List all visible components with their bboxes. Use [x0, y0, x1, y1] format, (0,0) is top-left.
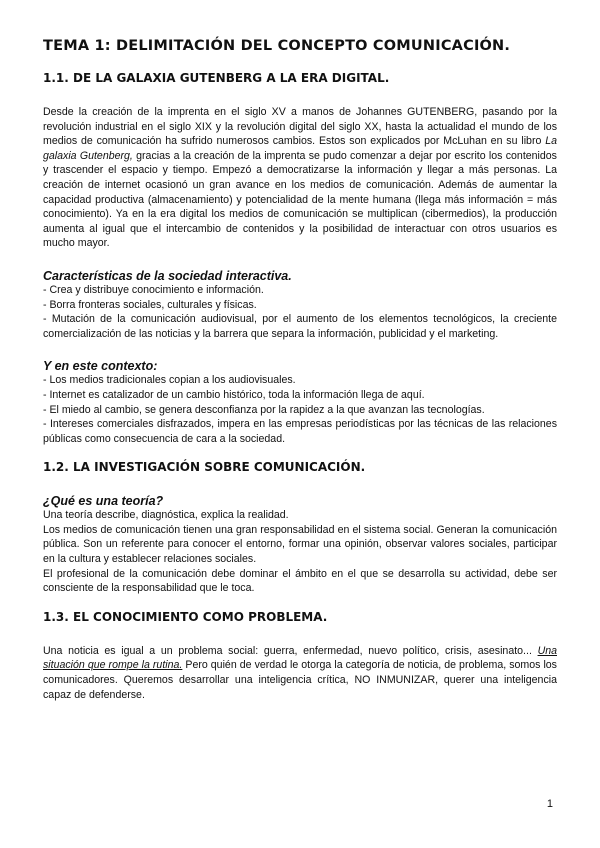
list-item: - Mutación de la comunicación audiovisual, por el aumento de los elementos tecnológicos, la creciente comercialización de las noticias y la barrera que separa la información, publicidad y el marketing. [43, 313, 557, 340]
list-item: - Intereses comerciales disfrazados, impera en las empresas periodísticas por las técnicas de las relaciones públicas como consecuencia de cara a la sociedad. [43, 418, 557, 445]
paragraph-gutenberg: Desde la creación de la imprenta en el siglo XV a manos de Johannes GUTENBERG, pasando por la revolución industrial en el siglo XIX y la revolución digital del siglo XX, hasta la actualidad el mundo de los medios de comunicación ha sufrido numerosos cambios. Estos son explicados por McLuhan en su libro La galaxia Gutenberg, gracias a la creación de la imprenta se pudo comenzar a dejar por escrito los contenidos y trascender el espacio y tiempo. Empezó a democratizarse la información y llegar a más personas. La creación de internet ocasionó un gran avance en los medios de comunicación. Además de aumentar la capacidad productiva (almacenamiento) y potencialidad de la mente humana (llega más información = más conocimiento). Ya en la era digital los medios de comunicación se multiplican (cibermedios), la producción aumenta al igual que el intercambio de contenidos y la posibilidad de interactuar con otros usuarios es mucho mayor. [43, 106, 557, 250]
section-heading-1-2: 1.2. LA INVESTIGACIÓN SOBRE COMUNICACIÓN. [43, 460, 366, 475]
underlined-phrase: Una situación que rompe la rutina. [43, 644, 557, 672]
paragraph-noticia: Una noticia es igual a un problema social: guerra, enfermedad, nuevo político, crisis, asesinato... Una situación que rompe la rutina. Pero quién de verdad le otorga la categoría de noticia, de problema, somos los comunicadores. Queremos desarrollar una inteligencia crítica, NO INMUNIZAR, querer una inteligencia capaz de defenderse. [43, 644, 557, 701]
document-title: TEMA 1: DELIMITACIÓN DEL CONCEPTO COMUNICACIÓN. [43, 38, 511, 54]
subheading-contexto: Y en este contexto: [43, 359, 158, 374]
list-item: - El miedo al cambio, se genera desconfianza por la rapidez a la que avanzan las tecnologías. [43, 403, 485, 416]
section-heading-1-1: 1.1. DE LA GALAXIA GUTENBERG A LA ERA DIGITAL. [43, 71, 390, 85]
list-item: - Crea y distribuye conocimiento e información. [43, 283, 264, 296]
list-item: - Internet es catalizador de un cambio histórico, toda la información llega de aquí. [43, 388, 425, 401]
subheading-caracteristicas: Características de la sociedad interactiva. [43, 268, 292, 283]
list-item: - Borra fronteras sociales, culturales y físicas. [43, 298, 257, 311]
section-heading-1-3: 1.3. EL CONOCIMIENTO COMO PROBLEMA. [43, 609, 328, 624]
subheading-teoria: ¿Qué es una teoría? [43, 494, 164, 509]
paragraph-profesional: El profesional de la comunicación debe dominar el ámbito en el que se desarrolla su actividad, debe ser consciente de la responsabilidad que le toca. [43, 567, 557, 595]
document-page [43, 38, 557, 702]
paragraph-medios: Los medios de comunicación tienen una gran responsabilidad en el sistema social. Generan la comunicación pública. Son un referente para conocer el entorno, formar una opinión, observar valores sociales, participar en la cultura y establecer relaciones sociales. [43, 523, 557, 566]
page-number: 1 [546, 798, 553, 810]
paragraph-line: Una teoría describe, diagnóstica, explica la realidad. [43, 509, 289, 522]
list-item: - Los medios tradicionales copian a los audiovisuales. [43, 374, 296, 387]
book-title: La galaxia Gutenberg, [43, 135, 557, 162]
